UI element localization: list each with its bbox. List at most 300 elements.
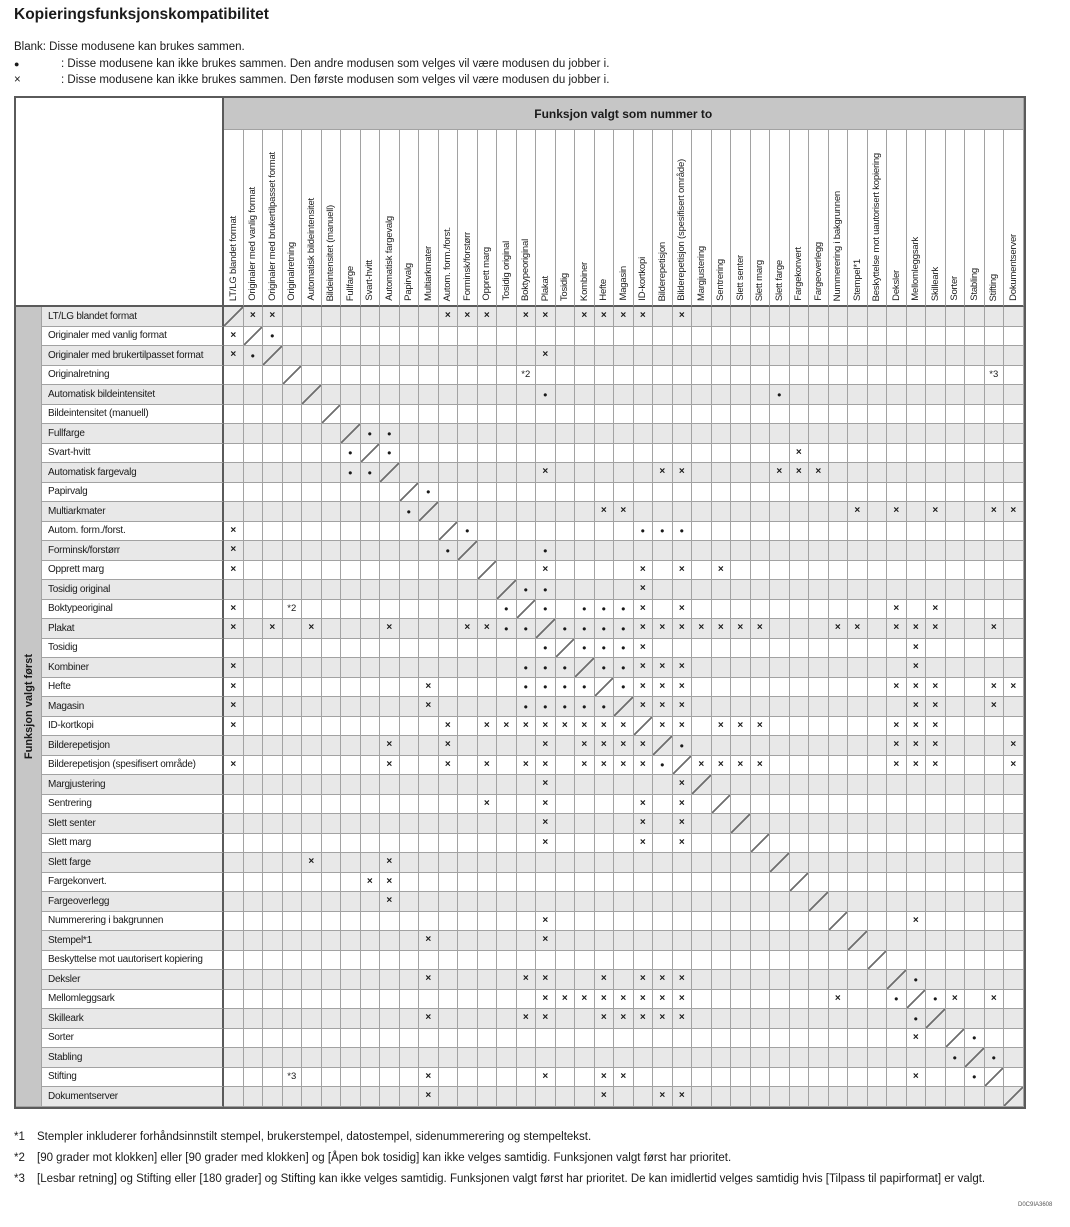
matrix-cell <box>614 541 634 561</box>
matrix-cell <box>751 814 771 834</box>
matrix-cell <box>809 522 829 542</box>
matrix-cell <box>517 1048 537 1068</box>
matrix-cell <box>595 619 615 639</box>
matrix-cell <box>1004 717 1024 737</box>
matrix-cell <box>868 873 888 893</box>
incompatible-second-priority-mark: ● <box>913 1013 919 1023</box>
matrix-cell <box>634 385 654 405</box>
matrix-cell <box>673 561 693 581</box>
matrix-cell <box>848 1087 868 1107</box>
matrix-cell <box>322 522 342 542</box>
matrix-cell-diagonal <box>595 678 615 698</box>
matrix-cell <box>790 912 810 932</box>
incompatible-first-priority-mark: × <box>639 700 646 712</box>
row-header: Opprett marg <box>42 561 224 581</box>
matrix-cell <box>419 580 439 600</box>
matrix-cell-diagonal <box>556 639 576 659</box>
matrix-cell <box>712 502 732 522</box>
matrix-cell <box>263 444 283 464</box>
incompatible-first-priority-mark: × <box>912 700 919 712</box>
incompatible-first-priority-mark: × <box>600 1012 607 1024</box>
matrix-cell <box>985 951 1005 971</box>
matrix-cell <box>341 580 361 600</box>
matrix-cell <box>244 405 264 425</box>
matrix-cell <box>946 1048 966 1068</box>
incompatible-second-priority-mark: ● <box>367 428 373 438</box>
incompatible-first-priority-mark: × <box>912 641 919 653</box>
column-header-label: Tosidig original <box>500 241 512 301</box>
matrix-cell <box>829 483 849 503</box>
matrix-cell <box>751 795 771 815</box>
matrix-cell <box>400 892 420 912</box>
row-header: Bilderepetisjon (spesifisert område) <box>42 756 224 776</box>
matrix-cell <box>634 502 654 522</box>
row-header: Sentrering <box>42 795 224 815</box>
matrix-cell <box>829 1048 849 1068</box>
matrix-cell <box>341 853 361 873</box>
matrix-cell <box>263 502 283 522</box>
column-header-label: Nummerering i bakgrunnen <box>832 190 844 301</box>
matrix-cell <box>419 327 439 347</box>
matrix-cell <box>556 541 576 561</box>
matrix-cell <box>497 561 517 581</box>
matrix-cell <box>575 405 595 425</box>
matrix-cell <box>595 717 615 737</box>
matrix-cell <box>497 1068 517 1088</box>
row-header: Mellomleggsark <box>42 990 224 1010</box>
matrix-cell <box>478 346 498 366</box>
matrix-cell <box>244 502 264 522</box>
matrix-cell <box>809 951 829 971</box>
matrix-cell <box>770 424 790 444</box>
matrix-cell <box>829 834 849 854</box>
matrix-cell <box>341 873 361 893</box>
column-header <box>517 130 537 307</box>
matrix-cell <box>302 853 322 873</box>
matrix-cell <box>439 756 459 776</box>
matrix-cell <box>673 892 693 912</box>
matrix-cell <box>692 795 712 815</box>
matrix-cell-diagonal <box>517 600 537 620</box>
incompatible-first-priority-mark: × <box>678 622 685 634</box>
legend-cross-text: : Disse modusene kan ikke brukes sammen. Den første modusen som velges vil være modusen du jobber i. <box>61 74 610 86</box>
matrix-cell <box>283 600 303 620</box>
matrix-cell <box>341 502 361 522</box>
matrix-cell <box>556 990 576 1010</box>
matrix-cell <box>770 658 790 678</box>
matrix-cell <box>614 502 634 522</box>
matrix-cell <box>575 541 595 561</box>
matrix-cell <box>478 775 498 795</box>
matrix-cell <box>517 853 537 873</box>
matrix-cell <box>380 600 400 620</box>
matrix-cell <box>224 502 244 522</box>
incompatible-first-priority-mark: × <box>230 544 237 556</box>
matrix-cell <box>283 522 303 542</box>
matrix-cell <box>790 385 810 405</box>
matrix-cell <box>322 1087 342 1107</box>
matrix-cell <box>692 1029 712 1049</box>
incompatible-second-priority-mark: ● <box>347 448 353 457</box>
incompatible-first-priority-mark: × <box>678 1090 685 1102</box>
matrix-cell <box>712 1068 732 1088</box>
matrix-cell <box>985 444 1005 464</box>
matrix-cell <box>497 502 517 522</box>
matrix-cell <box>478 1087 498 1107</box>
matrix-cell <box>848 1068 868 1088</box>
matrix-cell <box>419 444 439 464</box>
matrix-cell <box>497 424 517 444</box>
footnote-ref-mark: *3 <box>989 369 999 380</box>
matrix-cell <box>946 892 966 912</box>
matrix-cell <box>809 853 829 873</box>
incompatible-first-priority-mark: × <box>581 758 588 770</box>
matrix-cell <box>770 541 790 561</box>
incompatible-first-priority-mark: × <box>620 758 627 770</box>
matrix-cell <box>575 873 595 893</box>
matrix-cell <box>887 736 907 756</box>
matrix-cell <box>224 1087 244 1107</box>
matrix-cell <box>458 639 478 659</box>
matrix-cell <box>595 1029 615 1049</box>
matrix-cell <box>1004 639 1024 659</box>
matrix-cell <box>751 1029 771 1049</box>
matrix-cell <box>751 561 771 581</box>
matrix-cell <box>614 366 634 386</box>
column-header-label: Mellomleggsark <box>910 237 922 301</box>
matrix-cell <box>439 795 459 815</box>
matrix-cell <box>322 951 342 971</box>
row-header: Skilleark <box>42 1009 224 1029</box>
incompatible-first-priority-mark: × <box>639 583 646 595</box>
matrix-cell <box>341 912 361 932</box>
matrix-cell <box>419 405 439 425</box>
matrix-cell <box>263 385 283 405</box>
matrix-cell <box>439 990 459 1010</box>
matrix-cell <box>224 795 244 815</box>
matrix-cell <box>322 931 342 951</box>
incompatible-second-priority-mark: ● <box>542 682 548 691</box>
incompatible-first-priority-mark: × <box>542 1012 549 1024</box>
matrix-cell <box>790 1029 810 1049</box>
matrix-cell-diagonal <box>224 307 244 327</box>
column-header <box>868 130 888 307</box>
matrix-cell <box>1004 892 1024 912</box>
matrix-cell <box>400 327 420 347</box>
matrix-cell <box>361 385 381 405</box>
matrix-cell <box>731 561 751 581</box>
matrix-cell <box>673 1068 693 1088</box>
matrix-cell <box>653 385 673 405</box>
incompatible-second-priority-mark: ● <box>464 526 470 535</box>
matrix-cell <box>751 775 771 795</box>
matrix-cell <box>985 1029 1005 1049</box>
matrix-cell <box>692 385 712 405</box>
matrix-cell <box>965 678 985 698</box>
matrix-cell <box>848 970 868 990</box>
matrix-cell <box>419 853 439 873</box>
matrix-cell <box>614 853 634 873</box>
matrix-cell <box>614 658 634 678</box>
matrix-cell <box>653 951 673 971</box>
incompatible-first-priority-mark: × <box>542 992 549 1004</box>
matrix-cell <box>517 951 537 971</box>
matrix-cell <box>263 541 283 561</box>
matrix-cell <box>536 463 556 483</box>
matrix-cell <box>361 502 381 522</box>
matrix-cell <box>790 619 810 639</box>
matrix-cell <box>517 561 537 581</box>
matrix-cell <box>692 502 712 522</box>
matrix-cell <box>575 1048 595 1068</box>
incompatible-first-priority-mark: × <box>542 1070 549 1082</box>
matrix-cell <box>244 873 264 893</box>
matrix-cell <box>556 775 576 795</box>
matrix-cell <box>946 366 966 386</box>
matrix-cell <box>770 1009 790 1029</box>
matrix-cell <box>712 366 732 386</box>
matrix-cell <box>673 775 693 795</box>
matrix-cell <box>1004 912 1024 932</box>
footnote-2-text: [90 grader mot klokken] eller [90 grader med klokken] og [Åpen bok tosidig] kan ikke velges samtidig. Funksjonen valgt først har prioritet. <box>37 1152 732 1164</box>
matrix-cell <box>751 1009 771 1029</box>
matrix-cell <box>517 834 537 854</box>
legend <box>14 39 609 89</box>
incompatible-first-priority-mark: × <box>678 602 685 614</box>
matrix-cell <box>692 678 712 698</box>
matrix-cell <box>848 756 868 776</box>
matrix-cell <box>517 639 537 659</box>
matrix-cell <box>946 385 966 405</box>
matrix-cell <box>400 444 420 464</box>
incompatible-first-priority-mark: × <box>444 739 451 751</box>
matrix-cell <box>595 853 615 873</box>
matrix-cell <box>790 931 810 951</box>
matrix-cell <box>380 307 400 327</box>
matrix-cell <box>1004 541 1024 561</box>
matrix-cell <box>887 873 907 893</box>
matrix-cell <box>673 600 693 620</box>
incompatible-first-priority-mark: × <box>542 466 549 478</box>
matrix-cell <box>263 1087 283 1107</box>
incompatible-first-priority-mark: × <box>269 622 276 634</box>
matrix-cell <box>907 717 927 737</box>
matrix-cell <box>965 1087 985 1107</box>
matrix-cell <box>965 697 985 717</box>
matrix-cell <box>848 522 868 542</box>
matrix-cell <box>575 717 595 737</box>
matrix-cell <box>575 463 595 483</box>
matrix-cell <box>946 541 966 561</box>
matrix-cell <box>868 639 888 659</box>
matrix-cell <box>380 1087 400 1107</box>
matrix-cell <box>361 1087 381 1107</box>
matrix-cell <box>341 327 361 347</box>
matrix-cell <box>907 366 927 386</box>
matrix-cell <box>458 307 478 327</box>
matrix-cell <box>926 619 946 639</box>
matrix-cell <box>419 912 439 932</box>
matrix-cell <box>361 327 381 347</box>
matrix-cell <box>887 1029 907 1049</box>
matrix-cell <box>868 853 888 873</box>
matrix-cell <box>497 463 517 483</box>
matrix-cell <box>712 405 732 425</box>
matrix-cell <box>419 1029 439 1049</box>
matrix-cell <box>556 697 576 717</box>
incompatible-second-priority-mark: ● <box>347 467 353 477</box>
incompatible-first-priority-mark: × <box>1010 505 1017 517</box>
matrix-cell <box>751 1068 771 1088</box>
incompatible-second-priority-mark: ● <box>562 662 568 672</box>
column-header-label: Hefte <box>598 279 610 301</box>
matrix-cell <box>790 307 810 327</box>
incompatible-second-priority-mark: ● <box>620 662 626 672</box>
incompatible-first-priority-mark: × <box>522 973 529 985</box>
matrix-cell <box>868 736 888 756</box>
matrix-cell <box>380 814 400 834</box>
matrix-cell <box>770 502 790 522</box>
matrix-cell <box>829 678 849 698</box>
matrix-cell <box>770 307 790 327</box>
matrix-cell <box>887 834 907 854</box>
row-header: Multiarkmater <box>42 502 224 522</box>
incompatible-second-priority-mark: ● <box>562 701 568 711</box>
matrix-cell <box>790 1009 810 1029</box>
matrix-cell <box>478 1068 498 1088</box>
column-header <box>302 130 322 307</box>
matrix-cell-diagonal <box>653 736 673 756</box>
matrix-cell <box>692 990 712 1010</box>
matrix-cell <box>907 658 927 678</box>
matrix-cell <box>224 756 244 776</box>
matrix-cell <box>614 775 634 795</box>
matrix-cell <box>361 814 381 834</box>
matrix-cell <box>302 619 322 639</box>
matrix-cell <box>1004 502 1024 522</box>
matrix-cell <box>614 892 634 912</box>
page-title: Kopieringsfunksjonskompatibilitet <box>14 6 269 23</box>
matrix-cell <box>926 327 946 347</box>
matrix-cell <box>244 678 264 698</box>
matrix-cell <box>692 541 712 561</box>
matrix-cell <box>614 385 634 405</box>
incompatible-first-priority-mark: × <box>386 739 393 751</box>
matrix-cell <box>848 1009 868 1029</box>
column-header-label: Originaler med brukertilpasset format <box>266 152 278 301</box>
matrix-cell <box>361 463 381 483</box>
matrix-cell <box>536 795 556 815</box>
matrix-cell <box>536 873 556 893</box>
incompatible-first-priority-mark: × <box>678 836 685 848</box>
matrix-cell <box>458 834 478 854</box>
matrix-cell <box>770 639 790 659</box>
row-header: Forminsk/forstørr <box>42 541 224 561</box>
column-header <box>458 130 478 307</box>
matrix-cell <box>829 541 849 561</box>
matrix-cell <box>497 346 517 366</box>
matrix-cell <box>712 756 732 776</box>
matrix-cell <box>965 405 985 425</box>
matrix-cell <box>361 619 381 639</box>
matrix-cell <box>341 619 361 639</box>
incompatible-first-priority-mark: × <box>698 622 705 634</box>
incompatible-first-priority-mark: × <box>639 310 646 322</box>
matrix-cell <box>673 678 693 698</box>
matrix-cell <box>926 1087 946 1107</box>
matrix-cell <box>478 736 498 756</box>
incompatible-first-priority-mark: × <box>659 622 666 634</box>
matrix-cell <box>497 444 517 464</box>
matrix-cell <box>926 970 946 990</box>
matrix-cell <box>634 990 654 1010</box>
matrix-cell <box>926 990 946 1010</box>
incompatible-second-priority-mark: ● <box>581 643 587 652</box>
matrix-cell <box>887 405 907 425</box>
row-header: Slett senter <box>42 814 224 834</box>
matrix-cell <box>322 502 342 522</box>
matrix-cell <box>536 931 556 951</box>
matrix-cell <box>770 483 790 503</box>
matrix-cell <box>478 951 498 971</box>
matrix-cell <box>985 775 1005 795</box>
matrix-cell <box>361 970 381 990</box>
matrix-cell <box>556 814 576 834</box>
column-header <box>439 130 459 307</box>
matrix-cell <box>868 814 888 834</box>
matrix-cell <box>224 951 244 971</box>
matrix-cell <box>985 405 1005 425</box>
matrix-cell <box>770 678 790 698</box>
matrix-cell <box>965 736 985 756</box>
matrix-cell <box>458 853 478 873</box>
matrix-cell <box>497 307 517 327</box>
matrix-cell <box>634 795 654 815</box>
incompatible-first-priority-mark: × <box>756 719 763 731</box>
column-header-label: Opprett marg <box>481 247 493 301</box>
matrix-cell <box>790 678 810 698</box>
matrix-cell <box>517 697 537 717</box>
matrix-cell <box>283 736 303 756</box>
matrix-cell <box>283 756 303 776</box>
matrix-cell <box>419 1048 439 1068</box>
matrix-cell <box>322 385 342 405</box>
matrix-cell <box>575 522 595 542</box>
matrix-cell <box>946 600 966 620</box>
matrix-cell <box>263 483 283 503</box>
incompatible-first-priority-mark: × <box>639 797 646 809</box>
incompatible-second-priority-mark: ● <box>601 662 607 672</box>
matrix-cell <box>575 619 595 639</box>
incompatible-first-priority-mark: × <box>581 992 588 1004</box>
matrix-cell <box>809 502 829 522</box>
matrix-cell <box>536 912 556 932</box>
matrix-cell <box>965 775 985 795</box>
matrix-cell <box>829 873 849 893</box>
matrix-cell <box>1004 951 1024 971</box>
matrix-cell <box>419 697 439 717</box>
matrix-cell <box>887 522 907 542</box>
matrix-cell <box>283 931 303 951</box>
matrix-cell <box>829 1087 849 1107</box>
matrix-cell <box>692 951 712 971</box>
matrix-cell <box>283 483 303 503</box>
matrix-cell <box>731 834 751 854</box>
matrix-cell <box>224 678 244 698</box>
matrix-cell-diagonal <box>790 873 810 893</box>
matrix-cell <box>926 385 946 405</box>
matrix-cell <box>380 775 400 795</box>
